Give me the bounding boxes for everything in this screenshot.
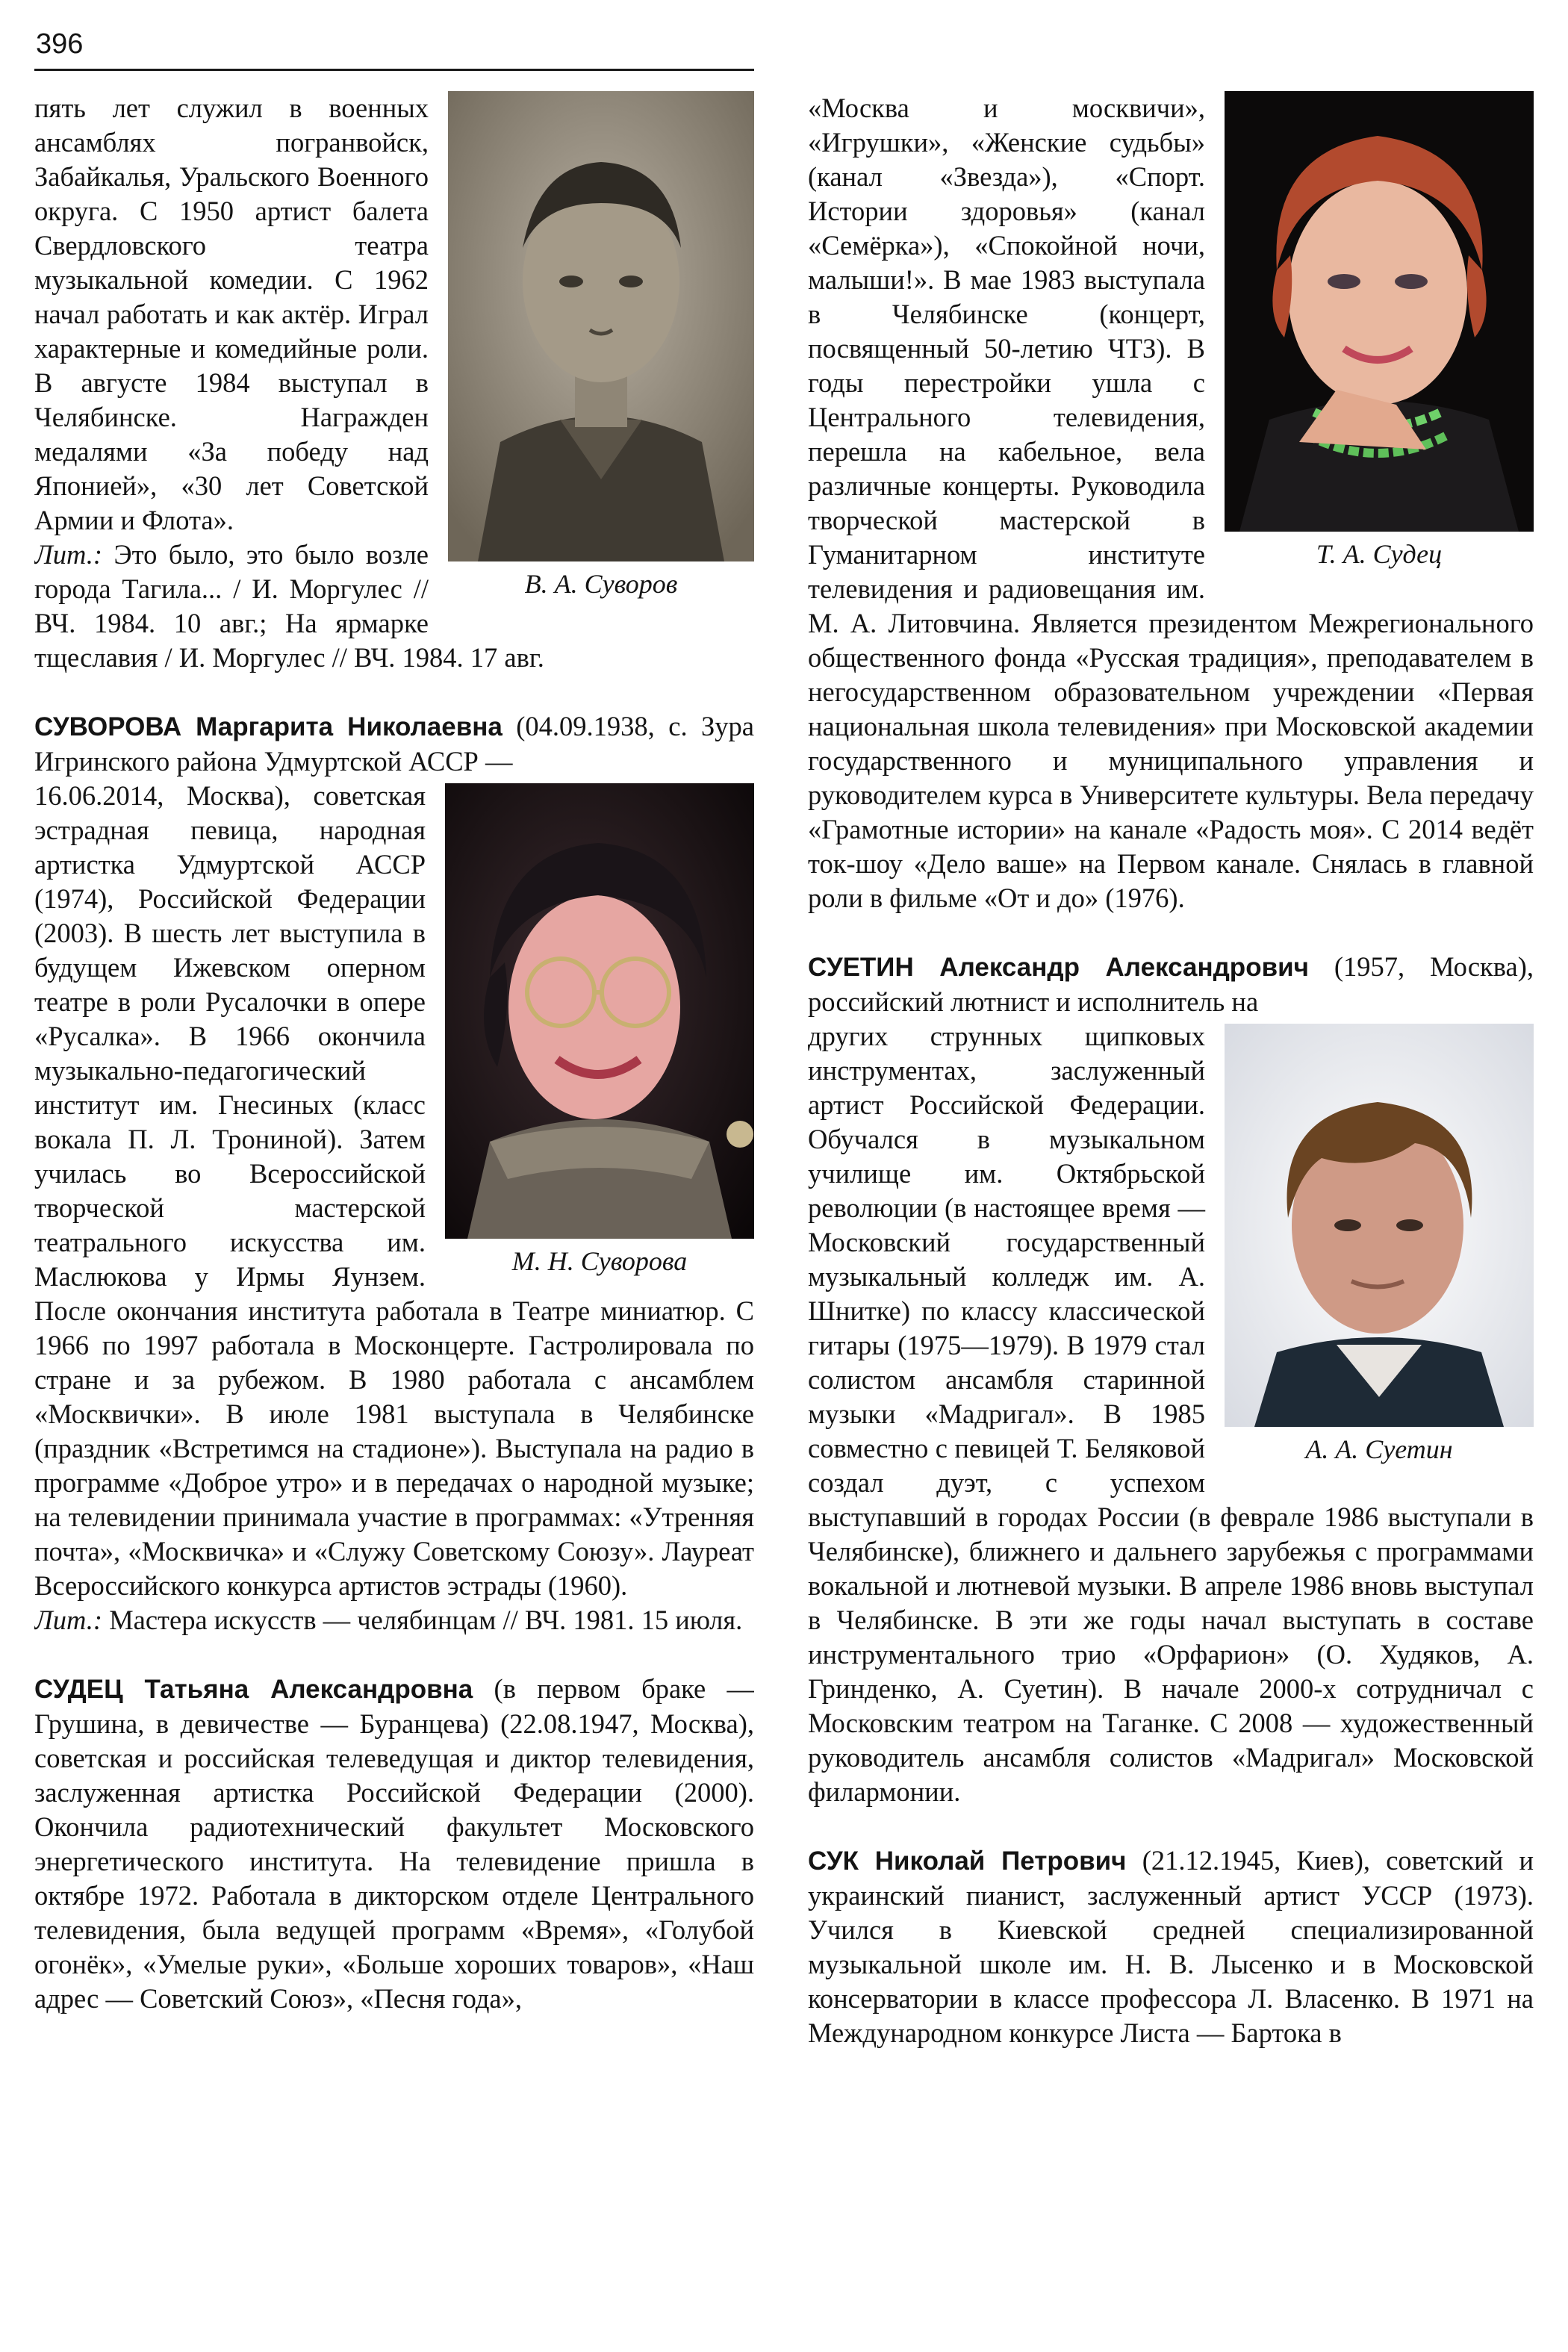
right-column xyxy=(808,91,1534,2339)
entry-suvorov-text: пять лет служил в военных ансамблях погранвойск, Забайкалья, Уральского Военного округа. С 1950 артист балета Свердловского театра музыкальной комедии. С 1962 начал работать и как актёр. Играл характерные и комедийные роли. В августе 1984 выступал в Челябинске. Награжден медалями «За победу над Японией», «30 лет Советской Армии и Флота». xyxy=(34,93,429,535)
portrait-sudets-graphic xyxy=(1225,91,1534,532)
caption-suetin: А. А. Суетин xyxy=(1305,1434,1453,1464)
photo-suvorova xyxy=(445,783,754,1278)
header-rule xyxy=(34,69,754,71)
left-column xyxy=(34,91,754,2339)
caption-sudets: Т. А. Судец xyxy=(1316,539,1443,569)
entry-suvorova xyxy=(34,709,754,779)
entry-suvorova-text: 16.06.2014, Москва), советская эстрадная певица, народная артистка Удмуртской АССР (1974), Российской Федерации (2003). В шесть лет выступила в будущем Ижевском оперном театре в роли Русалочки в опере «Русалка». В 1966 окончила музыкально-педагогический институт им. Гнесиных (класс вокала П. Л. Трониной). Затем училась во Всероссийской творческой мастерской театрального искусства им. Маслюкова у Ирмы Яунзем. После окончания института работала в Театре миниатюр. С 1966 по 1997 работала в Москонцерте. Гастролировала по стране и за рубежом. В 1980 работала с ансамблем «Москвички». В июле 1981 выступала в Челябинске (праздник «Встретимся на стадионе»). Выступала на радио в программе «Доброе утро» и в передачах о народной музыке; на телевидении принимала участие в программах: «Утренняя почта», «Москвичка» и «Служу Советскому Союзу». Лауреат Всероссийского конкурса артистов эстрады (1960). xyxy=(34,780,754,1601)
entry-suvorova-literature xyxy=(34,1603,754,1637)
literature-label: Лит.: xyxy=(34,1605,103,1635)
portrait-suetin-graphic xyxy=(1225,1024,1534,1427)
entry-suetin xyxy=(808,950,1534,1019)
portrait-suvorov-image xyxy=(448,91,754,561)
caption-suvorov: В. А. Суворов xyxy=(524,569,678,599)
portrait-suetin-image xyxy=(1225,1024,1534,1427)
entry-suetin-name: СУЕТИН Александр Александрович xyxy=(808,953,1309,982)
entry-suvorova-name: СУВОРОВА Маргарита Николаевна xyxy=(34,712,503,741)
entry-suk-text: (21.12.1945, Киев), советский и украинский пианист, заслуженный артист УССР (1973). Учился в Киевской средней специализированной музыкальной школе им. Н. В. Лысенко и в Московской консерватории в классе профессора Л. Власенко. В 1971 на Международном конкурсе Листа — Бартока в xyxy=(808,1845,1534,2048)
photo-suvorov xyxy=(448,91,754,600)
portrait-suvorova-image xyxy=(445,783,754,1239)
portrait-suvorova-graphic xyxy=(445,783,754,1239)
entry-sudets xyxy=(34,1672,754,2016)
portrait-suvorov-graphic xyxy=(448,91,754,561)
literature-label: Лит.: xyxy=(34,539,103,570)
entry-sudets-text-continued: «Москва и москвичи», «Игрушки», «Женские судьбы» (канал «Звезда»), «Спорт. Истории здоровья» (канал «Семёрка»), «Спокойной ночи, малыши!». В мае 1983 выступала в Челябинске (концерт, посвященный 50-летию ЧТЗ). В годы перестройки ушла с Центрального телевидения, перешла на кабельное, вела различные концерты. Руководила творческой мастерской в Гуманитарном институте телевидения и радиовещания им. М. А. Литовчина. Является президентом Межрегионального общественного фонда «Русская традиция», преподавателем в негосударственном образовательном учреждении «Первая национальная школа телевидения» при Московской академии государственного и муниципального управления и руководителем курса в Университете культуры. Вела передачу «Грамотные истории» на канале «Радость моя». С 2014 ведёт ток-шоу «Дело ваше» на Первом канале. Снялась в главной роли в фильме «От и до» (1976). xyxy=(808,93,1534,913)
entry-suvorova-dates: (04.09.1938, с. Зура Игринского района Удмуртской АССР — xyxy=(34,711,754,777)
caption-suvorova: М. Н. Суворова xyxy=(511,1246,688,1276)
entry-suetin-dates: (1957, Москва), российский лютнист и исполнитель на xyxy=(808,951,1534,1017)
literature-text: Это было, это было возле города Тагила... / И. Моргулес // ВЧ. 1984. 10 авг.; На ярмарке тщеславия / И. Моргулес // ВЧ. 1984. 17 авг. xyxy=(34,539,544,673)
literature-text: Мастера искусств — челябинцам // ВЧ. 1981. 15 июля. xyxy=(102,1605,743,1635)
page-number: 396 xyxy=(36,28,84,60)
portrait-sudets-image xyxy=(1225,91,1534,532)
entry-suk xyxy=(808,1844,1534,2050)
entry-suk-name: СУК Николай Петрович xyxy=(808,1847,1127,1876)
entry-suetin-text: других струнных щипковых инструментах, заслуженный артист Российской Федерации. Обучался в музыкальном училище им. Октябрьской революции (в настоящее время — Московский государственный музыкальный колледж им. А. Шнитке) по классу классической гитары (1975—1979). В 1979 стал солистом ансамбля старинной музыки «Мадригал». В 1985 совместно с певицей Т. Беляковой создал дуэт, с успехом выступавший в городах России (в феврале 1986 выступали в Челябинске), ближнего и дальнего зарубежья с программами вокальной и лютневой музыки. В апреле 1986 вновь выступал в Челябинске. В эти же годы начал выступать в составе инструментального трио «Орфарион» (О. Худяков, А. Гринденко, А. Суетин). В начале 2000-х сотрудничал с Московским театром на Таганке. С 2008 — художественный руководитель ансамбля солистов «Мадригал» Московской филармонии. xyxy=(808,1021,1534,1807)
photo-sudets xyxy=(1225,91,1534,570)
entry-sudets-name: СУДЕЦ Татьяна Александровна xyxy=(34,1675,473,1704)
photo-suetin xyxy=(1225,1024,1534,1466)
entry-sudets-text: (в первом браке — Грушина, в девичестве — Буранцева) (22.08.1947, Москва), советская и российская телеведущая и диктор телевидения, заслуженная артистка Российской Федерации (2000). Окончила радиотехнический факультет Московского энергетического института. На телевидение пришла в октябре 1972. Работала в дикторском отделе Центрального телевидения, была ведущей программ «Время», «Голубой огонёк», «Умелые руки», «Больше хороших товаров», «Наш адрес — Советский Союз», «Песня года», xyxy=(34,1673,754,2014)
